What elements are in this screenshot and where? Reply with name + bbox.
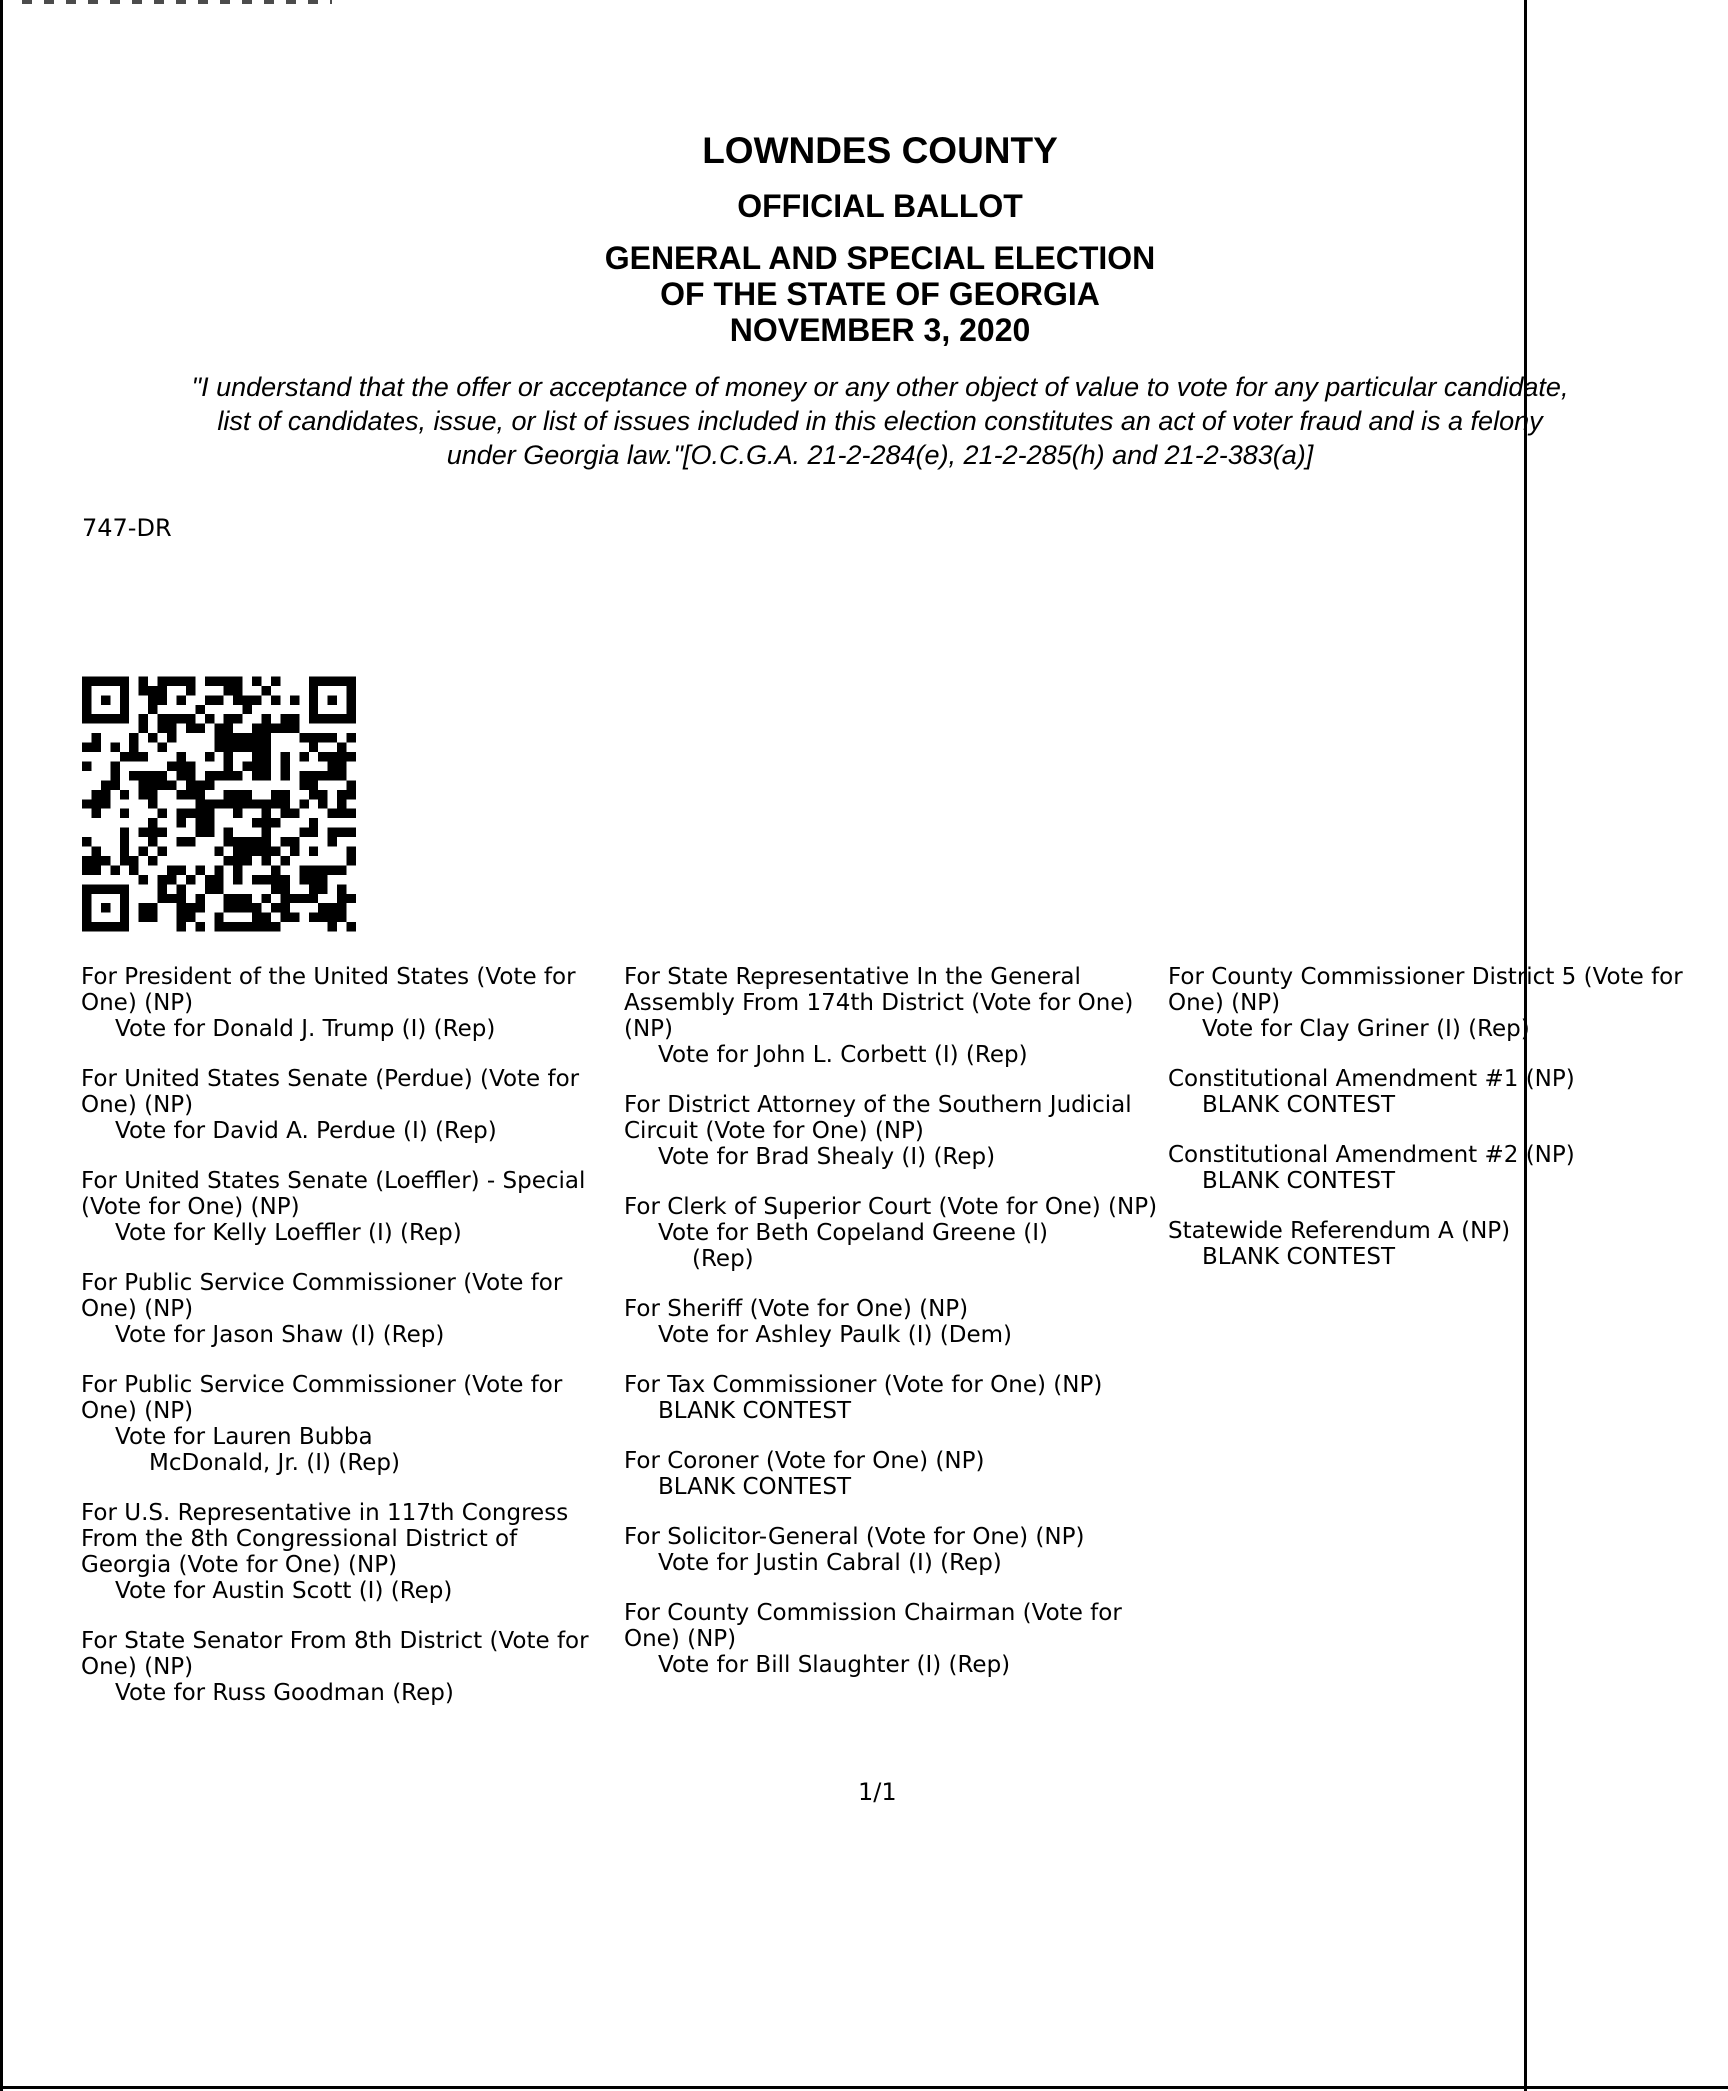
contest-title: For United States Senate (Perdue) (Vote for One) (NP) bbox=[81, 1066, 580, 1118]
contest-title: For Clerk of Superior Court (Vote for One) (NP) bbox=[624, 1194, 1158, 1220]
notice-line-1: "I understand that the offer or acceptance of money or any other object of value to vote for any particular candidate, bbox=[191, 372, 1569, 402]
contest-title: For United States Senate (Loeffler) - Special (Vote for One) (NP) bbox=[81, 1168, 586, 1220]
contest-title: For State Senator From 8th District (Vote for One) (NP) bbox=[81, 1628, 589, 1680]
contest-title: For Sheriff (Vote for One) (NP) bbox=[624, 1296, 969, 1322]
contest-title: Constitutional Amendment #2 (NP) bbox=[1168, 1142, 1575, 1168]
contest-title: For Public Service Commissioner (Vote for One) (NP) bbox=[81, 1270, 563, 1322]
contest-column-3 bbox=[1168, 964, 1728, 1294]
contest-column-2 bbox=[624, 964, 1164, 1702]
contest-selection: Vote for Kelly Loeffler (I) (Rep) bbox=[115, 1220, 462, 1246]
contest-entry bbox=[81, 1066, 611, 1144]
contest-entry bbox=[81, 1628, 611, 1706]
contest-entry bbox=[624, 1194, 1164, 1272]
contest-selection: Vote for Russ Goodman (Rep) bbox=[115, 1680, 454, 1706]
contest-title: For President of the United States (Vote for One) (NP) bbox=[81, 964, 576, 1016]
contest-entry bbox=[624, 964, 1164, 1068]
qr-code-icon bbox=[82, 676, 356, 932]
contest-title: Constitutional Amendment #1 (NP) bbox=[1168, 1066, 1575, 1092]
contest-entry bbox=[1168, 1142, 1728, 1194]
contest-selection: Vote for Austin Scott (I) (Rep) bbox=[115, 1578, 453, 1604]
voter-fraud-notice bbox=[80, 370, 1680, 472]
contest-entry bbox=[81, 1270, 611, 1348]
county-title: LOWNDES COUNTY bbox=[702, 130, 1058, 171]
contest-selection: Vote for Clay Griner (I) (Rep) bbox=[1202, 1016, 1530, 1042]
contest-selection: Vote for David A. Perdue (I) (Rep) bbox=[115, 1118, 497, 1144]
contest-selection: Vote for Ashley Paulk (I) (Dem) bbox=[658, 1322, 1012, 1348]
ballot-style-code: 747-DR bbox=[82, 514, 172, 542]
election-date: NOVEMBER 3, 2020 bbox=[729, 312, 1031, 348]
contest-selection-continued: (Rep) bbox=[692, 1246, 754, 1272]
contest-selection: BLANK CONTEST bbox=[658, 1474, 852, 1500]
contest-selection: BLANK CONTEST bbox=[1202, 1244, 1396, 1270]
contest-entry bbox=[81, 1500, 611, 1604]
contest-title: For U.S. Representative in 117th Congress From the 8th Congressional District of Georgia (Vote for One) (NP) bbox=[81, 1500, 569, 1578]
contest-entry bbox=[624, 1296, 1164, 1348]
contest-entry bbox=[624, 1448, 1164, 1500]
contest-column-1 bbox=[81, 964, 611, 1730]
contest-title: For Solicitor-General (Vote for One) (NP) bbox=[624, 1524, 1085, 1550]
contest-selection: Vote for Beth Copeland Greene (I) bbox=[658, 1220, 1048, 1246]
contest-selection: BLANK CONTEST bbox=[1202, 1168, 1396, 1194]
ballot-type: OFFICIAL BALLOT bbox=[737, 188, 1023, 224]
election-line-1: GENERAL AND SPECIAL ELECTION bbox=[604, 240, 1156, 276]
contest-entry bbox=[1168, 1066, 1728, 1118]
contest-title: Statewide Referendum A (NP) bbox=[1168, 1218, 1511, 1244]
contest-selection: Vote for Brad Shealy (I) (Rep) bbox=[658, 1144, 996, 1170]
contest-title: For Public Service Commissioner (Vote for One) (NP) bbox=[81, 1372, 563, 1424]
contest-selection-continued: McDonald, Jr. (I) (Rep) bbox=[149, 1450, 400, 1476]
contest-title: For State Representative In the General Assembly From 174th District (Vote for One) (NP) bbox=[624, 964, 1134, 1042]
contest-entry bbox=[81, 1372, 611, 1476]
contest-entry bbox=[624, 1092, 1164, 1170]
contest-title: For Tax Commissioner (Vote for One) (NP) bbox=[624, 1372, 1103, 1398]
contest-entry bbox=[1168, 964, 1728, 1042]
contest-selection: BLANK CONTEST bbox=[658, 1398, 852, 1424]
election-title bbox=[0, 240, 1728, 348]
contest-selection: Vote for Lauren Bubba bbox=[115, 1424, 373, 1450]
contest-selection: Vote for Bill Slaughter (I) (Rep) bbox=[658, 1652, 1011, 1678]
contest-entry bbox=[624, 1524, 1164, 1576]
contest-entry bbox=[1168, 1218, 1728, 1270]
page-number: 1/1 bbox=[858, 1778, 897, 1806]
contest-selection: Vote for Donald J. Trump (I) (Rep) bbox=[115, 1016, 496, 1042]
contest-title: For Coroner (Vote for One) (NP) bbox=[624, 1448, 985, 1474]
election-line-2: OF THE STATE OF GEORGIA bbox=[660, 276, 1100, 312]
contest-title: For County Commissioner District 5 (Vote for One) (NP) bbox=[1168, 964, 1683, 1016]
contest-title: For County Commission Chairman (Vote for One) (NP) bbox=[624, 1600, 1122, 1652]
contest-entry bbox=[81, 1168, 611, 1246]
page-border-bottom bbox=[0, 2086, 1728, 2089]
contest-title: For District Attorney of the Southern Judicial Circuit (Vote for One) (NP) bbox=[624, 1092, 1132, 1144]
contest-selection: Vote for John L. Corbett (I) (Rep) bbox=[658, 1042, 1028, 1068]
contest-selection: Vote for Jason Shaw (I) (Rep) bbox=[115, 1322, 445, 1348]
notice-line-3: under Georgia law."[O.C.G.A. 21-2-284(e), 21-2-285(h) and 21-2-383(a)] bbox=[446, 440, 1314, 470]
contest-entry bbox=[81, 964, 611, 1042]
contest-selection: Vote for Justin Cabral (I) (Rep) bbox=[658, 1550, 1002, 1576]
scan-artifact bbox=[22, 0, 332, 4]
contest-selection: BLANK CONTEST bbox=[1202, 1092, 1396, 1118]
notice-line-2: list of candidates, issue, or list of issues included in this election constitutes an act of voter fraud and is a felony bbox=[217, 406, 1543, 436]
contest-entry bbox=[624, 1600, 1164, 1678]
contest-entry bbox=[624, 1372, 1164, 1424]
